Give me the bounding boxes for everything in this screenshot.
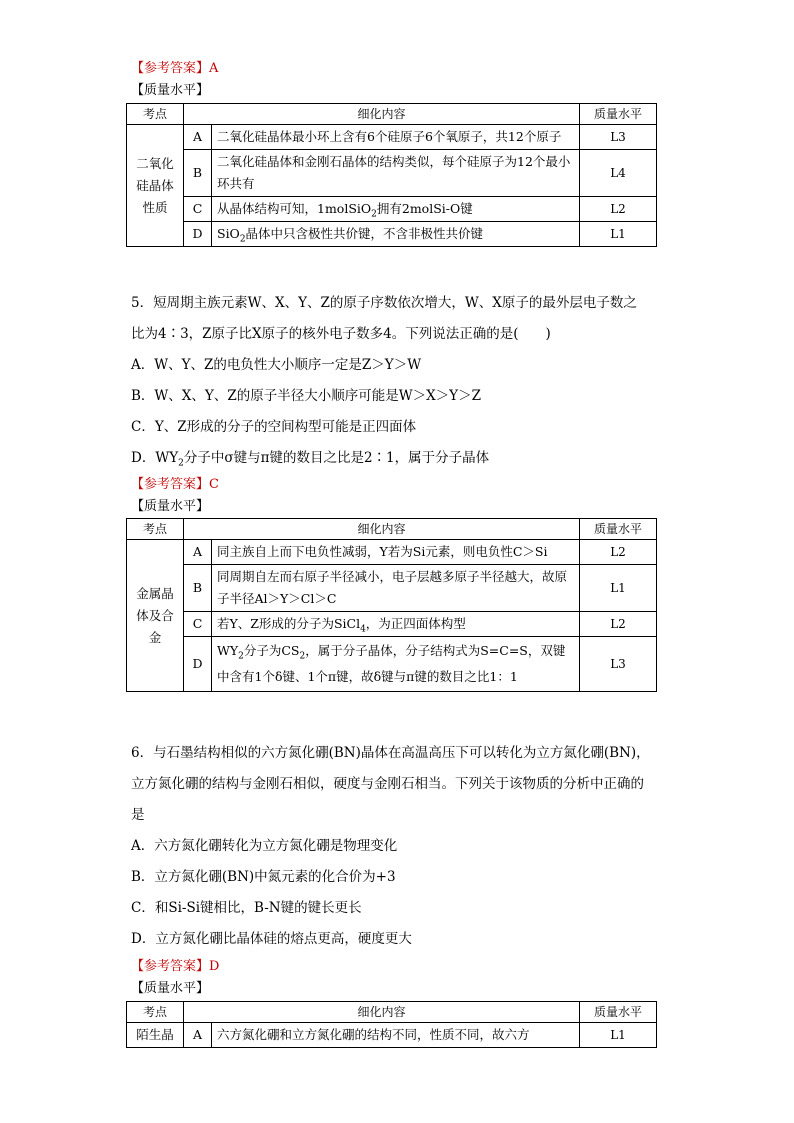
detail-cell: 二氧化硅晶体和金刚石晶体的结构类似，每个硅原子为12个最小环共有	[212, 150, 580, 197]
header-level: 质量水平	[580, 519, 657, 540]
topic-cell: 二氧化硅晶体性质	[127, 125, 184, 247]
option-d	[131, 443, 666, 474]
answer-line	[131, 958, 219, 976]
option-cell: C	[184, 612, 212, 637]
header-level: 质量水平	[580, 104, 657, 125]
option-b: B．W、X、Y、Z的原子半径大小顺序可能是W＞X＞Y＞Z	[131, 388, 481, 404]
table-row	[127, 612, 657, 637]
header-level: 质量水平	[580, 1002, 657, 1023]
detail-text: 拥有2molSi-O键	[376, 201, 473, 216]
table-header-row	[127, 104, 657, 125]
table-row	[127, 637, 657, 692]
bracket-open: 【	[131, 61, 145, 76]
subscript: 2	[371, 209, 377, 220]
bracket-open: 【	[131, 477, 145, 492]
option-cell: B	[184, 565, 212, 612]
table-row	[127, 1023, 657, 1048]
header-topic: 考点	[127, 104, 184, 125]
question-stem: 比为4∶3，Z原子比X原子的核外电子数多4。下列说法正确的是( )	[131, 326, 551, 342]
detail-text: ，为正四面体构型	[365, 616, 466, 631]
quality-label: 【质量水平】	[131, 499, 210, 514]
detail-cell: 二氧化硅晶体最小环上含有6个硅原子6个氧原子，共12个原子	[212, 125, 580, 150]
question-stem: 立方氮化硼的结构与金刚石相似，硬度与金刚石相当。下列关于该物质的分析中正确的	[131, 776, 644, 792]
subscript: 2	[239, 234, 246, 245]
option-cell: D	[184, 637, 212, 692]
level-cell: L3	[580, 637, 657, 692]
header-detail: 细化内容	[184, 1002, 580, 1023]
detail-text: ，属于分子晶体，分子结构式为S=C=S，双键中含有1个δ键、1个π键，故δ键与π键的数目之比1：1	[217, 643, 566, 684]
answer-label: 参考答案	[144, 959, 197, 974]
header-topic: 考点	[127, 1002, 184, 1023]
detail-cell: 六方氮化硼和立方氮化硼的结构不同，性质不同，故六方	[212, 1023, 580, 1048]
quality-table	[126, 1001, 657, 1048]
subscript: 2	[299, 651, 306, 662]
option-c: C．和Si-Si键相比，B-N键的键长更长	[131, 900, 362, 916]
header-topic: 考点	[127, 519, 184, 540]
option-text: 分子中σ键与π键的数目之比是2∶1，属于分子晶体	[183, 450, 490, 466]
detail-cell	[212, 637, 580, 692]
detail-cell	[212, 612, 580, 637]
subscript: 4	[360, 624, 366, 635]
table-row	[127, 125, 657, 150]
table-row	[127, 222, 657, 247]
option-cell: D	[184, 222, 212, 247]
level-cell: L1	[580, 565, 657, 612]
option-cell: A	[184, 1023, 212, 1048]
answer-label: 参考答案	[144, 61, 197, 76]
table-header-row	[127, 1002, 657, 1023]
option-cell: A	[184, 125, 212, 150]
detail-text: WY	[217, 643, 239, 658]
question-5	[131, 288, 666, 474]
level-cell: L2	[580, 612, 657, 637]
quality-label: 【质量水平】	[131, 83, 210, 98]
detail-text: 从晶体结构可知，1molSiO	[217, 201, 372, 216]
detail-text: SiO	[217, 226, 240, 241]
quality-table	[126, 103, 657, 247]
level-cell: L2	[580, 540, 657, 565]
bracket-close: 】	[196, 61, 210, 76]
table-row	[127, 540, 657, 565]
option-c: C．Y、Z形成的分子的空间构型可能是正四面体	[131, 419, 417, 435]
question-stem: 6．与石墨结构相似的六方氮化硼(BN)晶体在高温高压下可以转化为立方氮化硼(BN)，	[131, 745, 650, 761]
quality-table	[126, 518, 657, 692]
table-header-row	[127, 519, 657, 540]
bracket-close: 】	[196, 959, 210, 974]
option-cell: B	[184, 150, 212, 197]
option-b: B．立方氮化硼(BN)中氮元素的化合价为+3	[131, 869, 396, 885]
question-6	[131, 738, 666, 955]
answer-value: A	[209, 61, 219, 76]
topic-cell: 陌生晶	[127, 1023, 184, 1048]
detail-cell	[212, 197, 580, 222]
answer-value: C	[209, 477, 219, 492]
option-d: D．立方氮化硼比晶体硅的熔点更高，硬度更大	[131, 931, 412, 947]
level-cell: L1	[580, 1023, 657, 1048]
header-detail: 细化内容	[184, 519, 580, 540]
table-row	[127, 197, 657, 222]
level-cell: L3	[580, 125, 657, 150]
bracket-open: 【	[131, 959, 145, 974]
level-cell: L4	[580, 150, 657, 197]
answer-line	[131, 476, 219, 494]
question-stem: 5．短周期主族元素W、X、Y、Z的原子序数依次增大，W、X原子的最外层电子数之	[131, 295, 637, 311]
detail-cell: 同主族自上而下电负性减弱，Y若为Si元素，则电负性C＞Si	[212, 540, 580, 565]
detail-text: 若Y、Z形成的分子为SiCl	[217, 616, 361, 631]
option-cell: A	[184, 540, 212, 565]
topic-cell: 金属晶体及合金	[127, 540, 184, 692]
quality-label: 【质量水平】	[131, 981, 210, 996]
answer-value: D	[209, 959, 220, 974]
question-stem: 是	[131, 807, 145, 823]
detail-text: 分子为CS	[243, 643, 300, 658]
option-text: D．WY	[131, 450, 179, 466]
header-detail: 细化内容	[184, 104, 580, 125]
subscript: 2	[178, 458, 184, 469]
bracket-close: 】	[196, 477, 210, 492]
table-row	[127, 150, 657, 197]
option-cell: C	[184, 197, 212, 222]
detail-cell: 同周期自左而右原子半径减小，电子层越多原子半径越大，故原子半径Al＞Y＞Cl＞C	[212, 565, 580, 612]
answer-line	[131, 60, 218, 78]
level-cell: L1	[580, 222, 657, 247]
answer-label: 参考答案	[144, 477, 197, 492]
option-a: A．六方氮化硼转化为立方氮化硼是物理变化	[131, 838, 398, 854]
subscript: 2	[238, 651, 244, 662]
detail-text: 晶体中只含极性共价键，不含非极性共价键	[245, 226, 484, 241]
detail-cell	[212, 222, 580, 247]
table-row	[127, 565, 657, 612]
level-cell: L2	[580, 197, 657, 222]
option-a: A．W、Y、Z的电负性大小顺序一定是Z＞Y＞W	[131, 357, 422, 373]
